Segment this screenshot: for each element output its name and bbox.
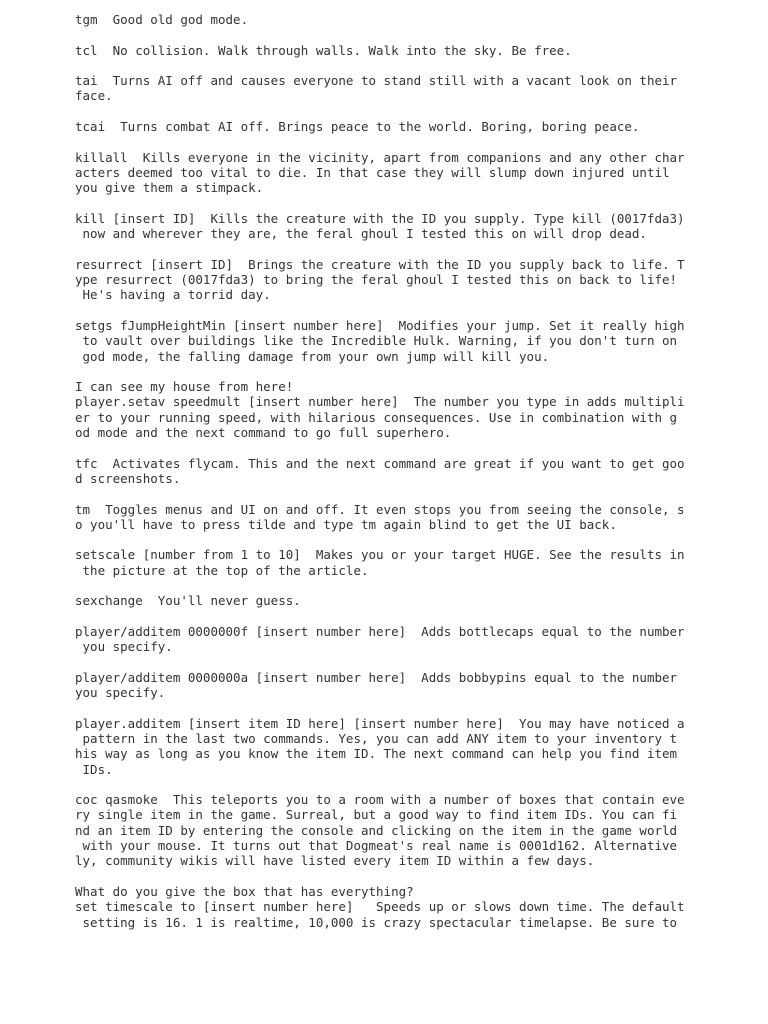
blank-line bbox=[75, 364, 695, 379]
blank-line bbox=[75, 609, 695, 624]
text-line: now and wherever they are, the feral ghoul I tested this on will drop dead. bbox=[75, 226, 647, 242]
document-text bbox=[75, 12, 695, 930]
text-line: tcai Turns combat AI off. Brings peace to the world. Boring, boring peace. bbox=[75, 119, 640, 135]
text-line: player.setav speedmult [insert number here] The number you type in adds multipli bbox=[75, 394, 685, 410]
text-line: tm Toggles menus and UI on and off. It even stops you from seeing the console, s bbox=[75, 501, 685, 517]
text-line: his way as long as you know the item ID. The next command can help you find item bbox=[75, 746, 678, 762]
text-line: god mode, the falling damage from your own jump will kill you. bbox=[75, 348, 550, 364]
text-line: player.additem [insert item ID here] [insert number here] You may have noticed a bbox=[75, 715, 685, 731]
blank-line bbox=[75, 700, 695, 715]
text-line: What do you give the box that has everything? bbox=[75, 883, 414, 899]
text-line: setgs fJumpHeightMin [insert number here] Modifies your jump. Set it really high bbox=[75, 317, 685, 333]
text-line: setting is 16. 1 is realtime, 10,000 is crazy spectacular timelapse. Be sure to bbox=[75, 914, 678, 930]
blank-line bbox=[75, 303, 695, 318]
text-line: I can see my house from here! bbox=[75, 379, 294, 395]
text-line: er to your running speed, with hilarious consequences. Use in combination with g bbox=[75, 409, 678, 425]
text-line: ly, community wikis will have listed every item ID within a few days. bbox=[75, 853, 595, 869]
blank-line bbox=[75, 196, 695, 211]
text-line: coc qasmoke This teleports you to a room with a number of boxes that contain eve bbox=[75, 792, 685, 808]
blank-line bbox=[75, 869, 695, 884]
text-line: to vault over buildings like the Incredible Hulk. Warning, if you don't turn on bbox=[75, 333, 678, 349]
blank-line bbox=[75, 777, 695, 792]
text-line: setscale [number from 1 to 10] Makes you or your target HUGE. See the results in bbox=[75, 547, 685, 563]
text-line: you give them a stimpack. bbox=[75, 180, 264, 196]
text-line: resurrect [insert ID] Brings the creature with the ID you supply back to life. T bbox=[75, 256, 685, 272]
text-line: IDs. bbox=[75, 761, 113, 777]
text-line: player/additem 0000000f [insert number here] Adds bottlecaps equal to the number bbox=[75, 623, 685, 639]
text-line: you specify. bbox=[75, 685, 166, 701]
text-line: He's having a torrid day. bbox=[75, 287, 271, 303]
blank-line bbox=[75, 654, 695, 669]
blank-line bbox=[75, 440, 695, 455]
text-line: killall Kills everyone in the vicinity, apart from companions and any other char bbox=[75, 149, 685, 165]
text-line: tcl No collision. Walk through walls. Walk into the sky. Be free. bbox=[75, 42, 572, 58]
text-line: o you'll have to press tilde and type tm again blind to get the UI back. bbox=[75, 516, 617, 532]
blank-line bbox=[75, 27, 695, 42]
text-line: you specify. bbox=[75, 639, 173, 655]
blank-line bbox=[75, 104, 695, 119]
blank-line bbox=[75, 532, 695, 547]
text-line: kill [insert ID] Kills the creature with the ID you supply. Type kill (0017fda3) bbox=[75, 210, 685, 226]
text-line: d screenshots. bbox=[75, 470, 181, 486]
blank-line bbox=[75, 58, 695, 73]
text-line: the picture at the top of the article. bbox=[75, 562, 369, 578]
blank-line bbox=[75, 486, 695, 501]
text-line: sexchange You'll never guess. bbox=[75, 593, 301, 609]
text-line: with your mouse. It turns out that Dogmeat's real name is 0001d162. Alternative bbox=[75, 838, 678, 854]
blank-line bbox=[75, 578, 695, 593]
blank-line bbox=[75, 134, 695, 149]
text-line: player/additem 0000000a [insert number here] Adds bobbypins equal to the number bbox=[75, 669, 678, 685]
blank-line bbox=[75, 241, 695, 256]
text-line: face. bbox=[75, 88, 113, 104]
text-line: nd an item ID by entering the console and clicking on the item in the game world bbox=[75, 822, 678, 838]
text-line: ry single item in the game. Surreal, but a good way to find item IDs. You can fi bbox=[75, 807, 678, 823]
text-line: pattern in the last two commands. Yes, you can add ANY item to your inventory t bbox=[75, 730, 678, 746]
text-line: acters deemed too vital to die. In that case they will slump down injured until bbox=[75, 164, 670, 180]
text-line: od mode and the next command to go full superhero. bbox=[75, 425, 452, 441]
text-line: set timescale to [insert number here] Speeds up or slows down time. The default bbox=[75, 899, 685, 915]
text-line: tfc Activates flycam. This and the next command are great if you want to get goo bbox=[75, 455, 685, 471]
text-line: ype resurrect (0017fda3) to bring the feral ghoul I tested this on back to life! bbox=[75, 272, 678, 288]
text-line: tgm Good old god mode. bbox=[75, 12, 249, 27]
text-line: tai Turns AI off and causes everyone to stand still with a vacant look on their bbox=[75, 73, 678, 89]
